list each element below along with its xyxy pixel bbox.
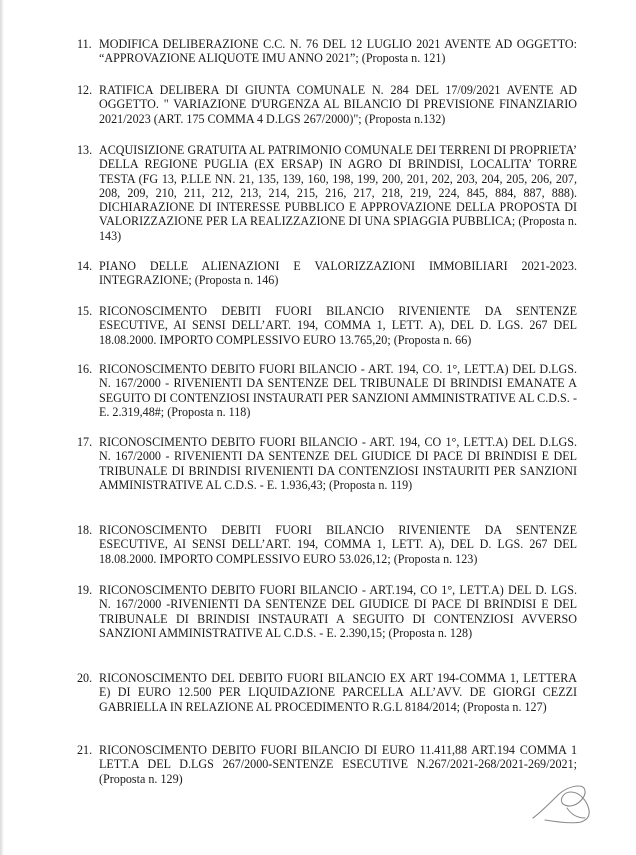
item-text: RATIFICA DELIBERA DI GIUNTA COMUNALE N. 284 DEL 17/09/2021 AVENTE AD OGGETTO. " VARIAZIONE D'URGENZA AL BILANCIO DI PREVISIONE FINANZIARIO 2021/2023 (ART. 175 COMMA 4 D.LGS 267/2000)"; (Proposta n.132) [99,83,577,126]
agenda-item-15 [77,304,577,347]
item-number: 11. [77,37,92,51]
agenda-item-19 [77,583,577,640]
item-text: RICONOSCIMENTO DEL DEBITO FUORI BILANCIO EX ART 194-COMMA 1, LETTERA E) DI EURO 12.500 PER LIQUIDAZIONE PARCELLA ALL’AVV. DE GIORGI CEZZI GABRIELLA IN RELAZIONE AL PROCEDIMENTO R.G.L 8184/2014; (Proposta n. 127) [99,671,577,714]
agenda-item-13 [77,143,577,243]
item-text: RICONOSCIMENTO DEBITO FUORI BILANCIO - ART. 194, CO 1°, LETT.A) DEL D.LGS. N. 167/2000 - RIVENIENTI DA SENTENZE DEL GIUDICE DI PACE DI BRINDISI E DEL TRIBUNALE DI BRINDISI RIVENIENTI DA CONTENZIOSI INSTAURITI PER SANZIONI AMMINISTRATIVE AL C.D.S. - E. 1.936,43; (Proposta n. 119) [99,435,577,492]
agenda-item-18 [77,523,577,566]
item-text: RICONOSCIMENTO DEBITO FUORI BILANCIO - ART. 194, CO. 1°, LETT.A) DEL D.LGS. N. 167/2000 - RIVENIENTI DA SENTENZE DEL TRIBUNALE DI BRINDISI EMANATE A SEGUITO DI CONTENZIOSI INSTAURATI PER SANZIONI AMMINISTRATIVE AL C.D.S. - E. 2.319,48#; (Proposta n. 118) [99,362,577,419]
item-number: 13. [77,143,93,157]
agenda-item-20 [77,671,577,714]
item-text: RICONOSCIMENTO DEBITO FUORI BILANCIO - ART.194, CO 1°, LETT.A) DEL D. LGS. N. 167/2000 -RIVENIENTI DA SENTENZE DEL GIUDICE DI PACE DI BRINDISI E DEL TRIBUNALE DI BRINDISI INSTAURATI A SEGUITO DI CONTENZIOSI AVVERSO SANZIONI AMMINISTRATIVE AL C.D.S. - E. 2.390,15; (Proposta n. 128) [99,583,577,640]
agenda-item-16 [77,362,577,419]
item-text: RICONOSCIMENTO DEBITI FUORI BILANCIO RIVENIENTE DA SENTENZE ESECUTIVE, AI SENSI DELL’ART. 194, COMMA 1, LETT. A), DEL D. LGS. 267 DEL 18.08.2000. IMPORTO COMPLESSIVO EURO 13.765,20; (Proposta n. 66) [99,304,577,347]
item-number: 19. [77,583,93,597]
scan-edge [0,0,4,855]
item-number: 14. [77,259,93,273]
item-number: 21. [77,743,93,757]
agenda-item-12 [77,83,577,126]
item-number: 15. [77,304,93,318]
agenda-item-21 [77,743,577,786]
item-text: ACQUISIZIONE GRATUITA AL PATRIMONIO COMUNALE DEI TERRENI DI PROPRIETA’ DELLA REGIONE PUGLIA (EX ERSAP) IN AGRO DI BRINDISI, LOCALITA’ TORRE TESTA (FG 13, P.LLE NN. 21, 135, 139, 160, 198, 199, 200, 201, 202, 203, 204, 205, 206, 207, 208, 209, 210, 211, 212, 213, 214, 215, 216, 217, 218, 219, 224, 845, 884, 887, 888). DICHIARAZIONE DI INTERESSE PUBBLICO E APPROVAZIONE DELLA PROPOSTA DI VALORIZZAZIONE PER LA REALIZZAZIONE DI UNA SPIAGGIA PUBBLICA; (Proposta n. 143) [99,143,577,243]
item-number: 20. [77,671,93,685]
agenda-item-11 [77,37,577,66]
item-text: MODIFICA DELIBERAZIONE C.C. N. 76 DEL 12 LUGLIO 2021 AVENTE AD OGGETTO: “APPROVAZIONE ALIQUOTE IMU ANNO 2021”; (Proposta n. 121) [99,37,577,66]
item-number: 16. [77,362,93,376]
item-text: RICONOSCIMENTO DEBITO FUORI BILANCIO DI EURO 11.411,88 ART.194 COMMA 1 LETT.A DEL D.LGS 267/2000-SENTENZE ESECUTIVE N.267/2021-268/2021-269/2021; (Proposta n. 129) [99,743,577,786]
item-text: RICONOSCIMENTO DEBITI FUORI BILANCIO RIVENIENTE DA SENTENZE ESECUTIVE, AI SENSI DELL’ART. 194, COMMA 1, LETT. A), DEL D. LGS. 267 DEL 18.08.2000. IMPORTO COMPLESSIVO EURO 53.026,12; (Proposta n. 123) [99,523,577,566]
item-text: PIANO DELLE ALIENAZIONI E VALORIZZAZIONI IMMOBILIARI 2021-2023. INTEGRAZIONE; (Proposta n. 146) [99,259,577,288]
handwritten-signature [527,782,597,828]
signature-stroke [567,808,585,818]
item-number: 17. [77,435,93,449]
agenda-item-17 [77,435,577,492]
item-number: 12. [77,83,93,97]
item-number: 18. [77,523,93,537]
agenda-item-14 [77,259,577,288]
